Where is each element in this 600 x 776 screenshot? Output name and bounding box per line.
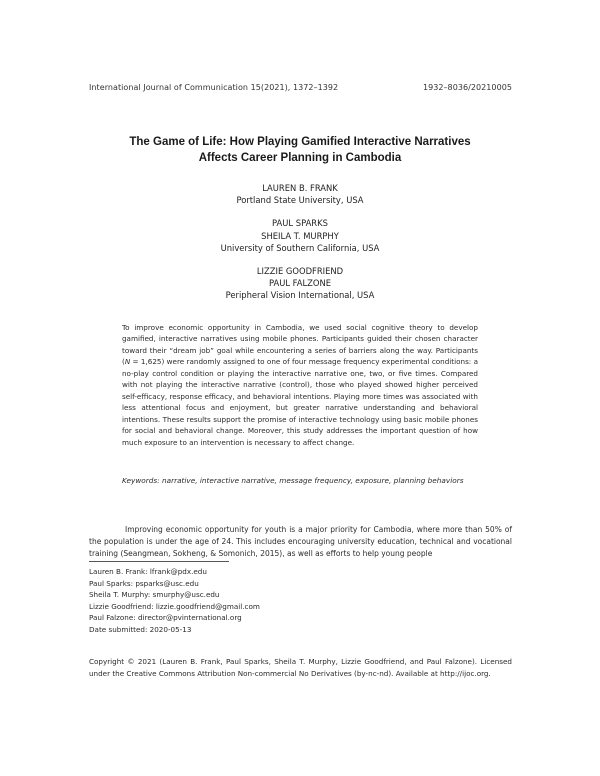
footnote-email-sparks: Paul Sparks: psparks@usc.edu — [89, 578, 199, 588]
author-group-2 — [70, 217, 530, 254]
copyright-text: Copyright © 2021 (Lauren B. Frank, Paul Sparks, Sheila T. Murphy, Lizzie Goodfriend, and Paul Falzone). Licensed under the Creative Commons Attribution Non-commercial No Derivatives (by-nc-nd). Available at http://ijoc.org. — [89, 657, 512, 678]
author-name: SHEILA T. MURPHY — [261, 230, 339, 241]
footnote-email-goodfriend: Lizzie Goodfriend: lizzie.goodfriend@gmail.com — [89, 601, 260, 611]
author-name: LIZZIE GOODFRIEND — [256, 266, 344, 277]
sample-size-symbol: N — [124, 357, 131, 367]
title-line-1: The Game of Life: How Playing Gamified Interactive Narratives — [129, 136, 471, 148]
footnote-email-murphy: Sheila T. Murphy: smurphy@usc.edu — [89, 590, 220, 600]
author-block — [70, 182, 530, 313]
footnote-email-frank: Lauren B. Frank: lfrank@pdx.edu — [89, 567, 207, 576]
abstract-text-part-2: = 1,625) were randomly assigned to one of four message frequency experimental conditions: a no-play control condition or playing the interactive narrative one, two, or five times. Compared with not playing the interactive narrative (control), those who played showed higher perceived self-efficacy, response efficacy, and behavioral intentions. Playing more times was associated with less attentional focus and enjoyment, but greater narrative understanding and behavioral intentions. These results support the promise of interactive technology using basic mobile phones for social and behavioral change. Moreover, this study addresses the important question of how much exposure to an intervention is necessary to affect change. — [122, 357, 478, 447]
author-name: PAUL SPARKS — [272, 218, 328, 229]
author-affiliation: Peripheral Vision International, USA — [225, 290, 375, 301]
footnote-divider — [89, 561, 229, 562]
author-affiliation: University of Southern California, USA — [220, 242, 380, 253]
issn: 1932–8036/20210005 — [422, 83, 512, 92]
footnote-date-submitted: Date submitted: 2020-05-13 — [89, 624, 192, 634]
abstract — [122, 322, 478, 448]
paper-title — [70, 134, 530, 166]
author-affiliation: Portland State University, USA — [236, 195, 364, 206]
author-group-1 — [70, 182, 530, 206]
title-line-2: Affects Career Planning in Cambodia — [198, 152, 402, 164]
body-text — [89, 524, 512, 559]
keywords: Keywords: narrative, interactive narrative, message frequency, exposure, planning behaviors — [122, 476, 464, 485]
copyright-notice — [89, 656, 512, 680]
journal-citation: International Journal of Communication 15(2021), 1372–1392 — [89, 83, 339, 92]
running-head — [89, 83, 512, 92]
abstract-text-part-1: To improve economic opportunity in Cambodia, we used social cognitive theory to develop gamified, interactive narratives using mobile phones. Participants guided their chosen character toward their “dream job” goal while encountering a series of barriers along the way. Participants ( — [122, 323, 478, 367]
author-group-3 — [70, 265, 530, 302]
footnote-email-falzone: Paul Falzone: director@pvinternational.org — [89, 613, 242, 623]
abstract-text — [122, 322, 478, 448]
author-name: PAUL FALZONE — [268, 278, 332, 289]
footnotes — [89, 566, 512, 636]
body-paragraph: Improving economic opportunity for youth is a major priority for Cambodia, where more than 50% of the population is under the age of 24. This includes encouraging university education, technical and vocational training (Seangmean, Sokheng, & Somonich, 2015), as well as efforts to help young people — [89, 525, 512, 558]
author-name: LAUREN B. FRANK — [262, 183, 338, 193]
